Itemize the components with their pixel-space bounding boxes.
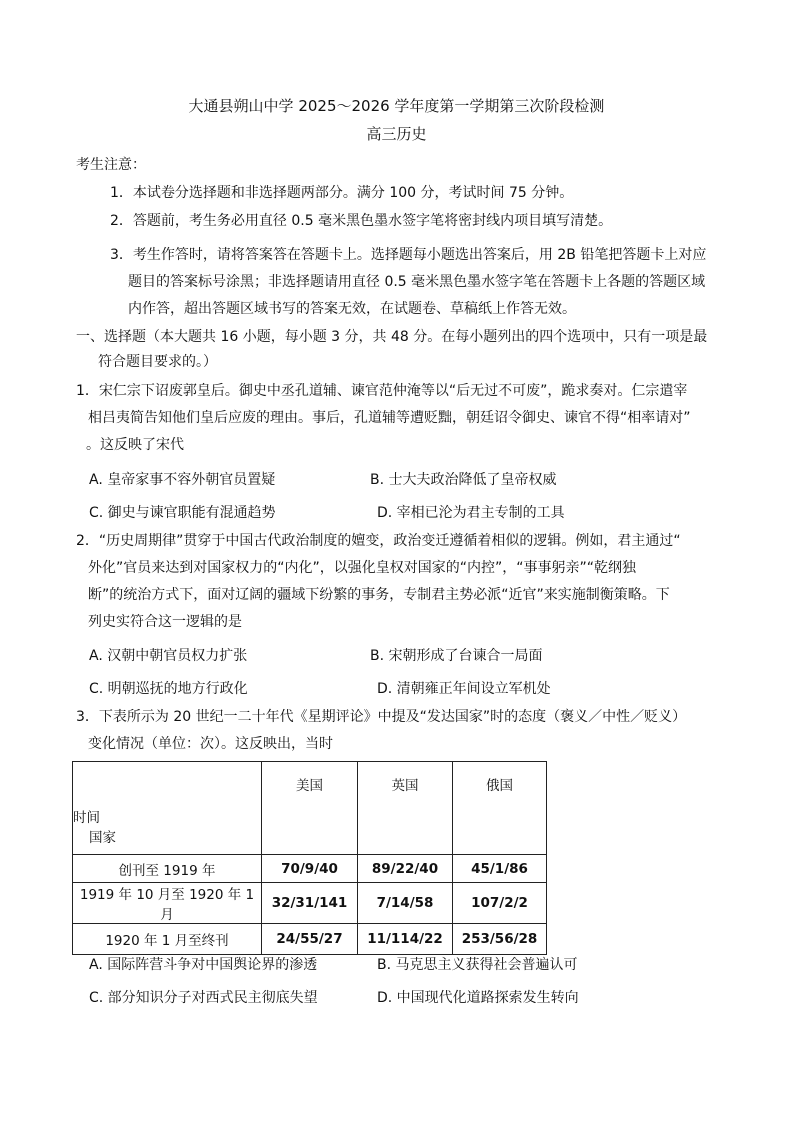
q2-stem-line-3: 断”的统治方式下，面对辽阔的疆域下纷繁的事务，专制君主势必派“近官”来实施制衡策略。下	[88, 587, 670, 603]
corner-label-country: 国家	[89, 830, 116, 846]
notice-item-2: 2．答题前，考生务必用直径 0.5 毫米黑色墨水签字笔将密封线内项目填写清楚。	[110, 213, 613, 229]
table-cell: 253/56/28	[453, 924, 547, 955]
q2-option-a[interactable]: A. 汉朝中朝官员权力扩张	[89, 648, 248, 664]
table-row	[73, 883, 547, 924]
q1-option-b[interactable]: B. 士大夫政治降低了皇帝权威	[370, 472, 557, 488]
q2-option-d[interactable]: D. 清朝雍正年间设立军机处	[377, 681, 551, 697]
table-cell: 7/14/58	[358, 883, 453, 924]
section-heading: 一、选择题（本大题共 16 小题，每小题 3 分，共 48 分。在每小题列出的四个选项中，只有一项是最	[76, 329, 708, 345]
table-cell: 45/1/86	[453, 855, 547, 883]
q3-option-b[interactable]: B. 马克思主义获得社会普遍认可	[377, 957, 578, 973]
column-header-usa: 美国	[262, 762, 358, 855]
q2-stem-line-1: 2．“历史周期律”贯穿于中国古代政治制度的嬗变，政治变迁遵循着相似的逻辑。例如，君主通过“	[76, 533, 681, 549]
table-cell: 11/114/22	[358, 924, 453, 955]
table-corner-cell	[73, 762, 262, 855]
notice-item-3-line-2: 题目的答案标号涂黑；非选择题请用直径 0.5 毫米黑色墨水签字笔在答题卡上各题的答题区域	[128, 274, 706, 290]
table-row	[73, 855, 547, 883]
row-period: 1920 年 1 月至终刊	[73, 924, 262, 955]
q3-data-table	[72, 761, 547, 955]
q1-stem-line-3: 。这反映了宋代	[86, 437, 184, 453]
table-cell: 32/31/141	[262, 883, 358, 924]
q3-option-c[interactable]: C. 部分知识分子对西式民主彻底失望	[89, 990, 318, 1006]
q2-stem-line-2: 外化”官员来达到对国家权力的“内化”，以强化皇权对国家的“内控”，“事事躬亲”“乾纲独	[88, 560, 637, 576]
q2-stem-line-4: 列史实符合这一逻辑的是	[88, 614, 242, 630]
table-row	[73, 924, 547, 955]
row-period: 1919 年 10 月至 1920 年 1 月	[73, 883, 262, 924]
q3-option-d[interactable]: D. 中国现代化道路探索发生转向	[377, 990, 579, 1006]
notice-item-1: 1．本试卷分选择题和非选择题两部分。满分 100 分，考试时间 75 分钟。	[110, 185, 574, 201]
notice-item-3: 3．考生作答时，请将答案答在答题卡上。选择题每小题选出答案后，用 2B 铅笔把答题卡上对应	[110, 247, 707, 263]
q3-option-a[interactable]: A. 国际阵营斗争对中国舆论界的渗透	[89, 957, 318, 973]
table-cell: 70/9/40	[262, 855, 358, 883]
table-header-row	[73, 762, 547, 855]
row-period: 创刊至 1919 年	[73, 855, 262, 883]
q3-stem-line-2: 变化情况（单位：次）。这反映出，当时	[88, 736, 333, 752]
notice-item-3-line-3: 内作答，超出答题区域书写的答案无效，在试题卷、草稿纸上作答无效。	[128, 301, 576, 317]
exam-title: 大通县朔山中学 2025～2026 学年度第一学期第三次阶段检测	[188, 97, 605, 115]
column-header-uk: 英国	[358, 762, 453, 855]
q1-option-d[interactable]: D. 宰相已沦为君主专制的工具	[377, 505, 565, 521]
q1-option-a[interactable]: A. 皇帝家事不容外朝官员置疑	[89, 472, 276, 488]
section-heading-line-2: 符合题目要求的。）	[98, 354, 217, 370]
table-cell: 24/55/27	[262, 924, 358, 955]
q3-stem-line-1: 3．下表所示为 20 世纪一二十年代《星期评论》中提及“发达国家”时的态度（褒义／中性／贬义）	[76, 709, 687, 725]
table-cell: 89/22/40	[358, 855, 453, 883]
notice-heading: 考生注意：	[76, 157, 146, 173]
corner-label-time: 时间	[73, 810, 100, 826]
q1-option-c[interactable]: C. 御史与谏官职能有混通趋势	[89, 505, 276, 521]
exam-subject: 高三历史	[366, 125, 427, 143]
q2-option-c[interactable]: C. 明朝巡抚的地方行政化	[89, 681, 248, 697]
table-cell: 107/2/2	[453, 883, 547, 924]
column-header-russia: 俄国	[453, 762, 547, 855]
q1-stem-line-2: 相吕夷简告知他们皇后应废的理由。事后，孔道辅等遭贬黜，朝廷诏令御史、谏官不得“相率请对”	[88, 410, 691, 426]
q2-option-b[interactable]: B. 宋朝形成了台谏合一局面	[370, 648, 543, 664]
q1-stem-line-1: 1．宋仁宗下诏废郭皇后。御史中丞孔道辅、谏官范仲淹等以“后无过不可废”，跪求奏对。仁宗遣宰	[76, 383, 688, 399]
